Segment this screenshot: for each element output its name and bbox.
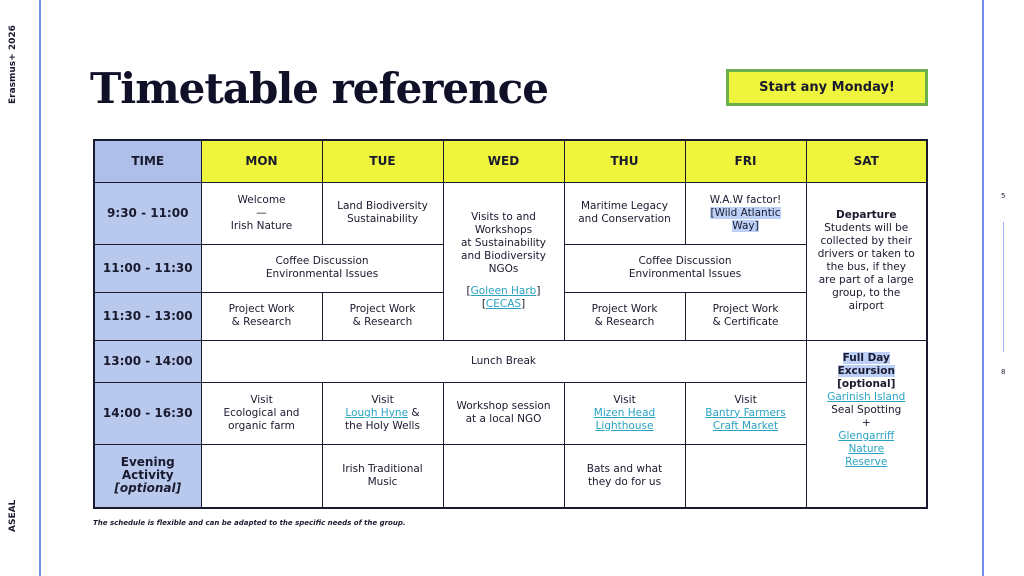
cell-line: airport bbox=[848, 300, 884, 312]
cell-line: + bbox=[861, 417, 871, 430]
cell-line: they do for us bbox=[587, 475, 662, 488]
cell-line: are part of a large bbox=[818, 274, 914, 286]
cell-line: Welcome bbox=[237, 193, 286, 206]
cell-line bbox=[690, 407, 802, 420]
thu-maritime-cell bbox=[564, 182, 685, 244]
cell-line: Music bbox=[367, 475, 398, 488]
empty-cell bbox=[201, 444, 322, 508]
cell-line bbox=[569, 420, 681, 433]
table-row bbox=[94, 182, 927, 244]
cell-line bbox=[811, 430, 923, 443]
sat-departure-cell bbox=[806, 182, 927, 340]
empty-cell bbox=[685, 444, 806, 508]
cell-line: Irish Traditional bbox=[342, 462, 423, 475]
slide-scroll-bar bbox=[1003, 222, 1004, 352]
cell-line: Seal Spotting bbox=[831, 404, 902, 417]
cell-line: & Research bbox=[231, 316, 292, 328]
cell-line bbox=[811, 456, 923, 469]
project-work-cell bbox=[685, 292, 806, 340]
cell-line bbox=[690, 207, 802, 220]
glengarriff-link[interactable]: Reserve bbox=[845, 456, 888, 469]
cell-line bbox=[811, 352, 923, 365]
page-title: Timetable reference bbox=[90, 64, 548, 113]
cell-line: collected by their bbox=[820, 235, 913, 247]
cell-line: and Biodiversity bbox=[461, 250, 546, 262]
cell-line: at Sustainability bbox=[461, 237, 546, 249]
highlighted-text: [Wild Atlantic bbox=[710, 206, 781, 219]
ampersand: & bbox=[411, 406, 420, 419]
cell-line: Visits to and bbox=[471, 211, 536, 223]
header-tue: TUE bbox=[322, 140, 443, 182]
header-thu: THU bbox=[564, 140, 685, 182]
slide-marker-top: 5 bbox=[1001, 192, 1006, 200]
header-time: TIME bbox=[94, 140, 201, 182]
cell-line: Visit bbox=[734, 393, 757, 406]
cell-line bbox=[690, 220, 802, 233]
time-slot: 9:30 - 11:00 bbox=[94, 182, 201, 244]
optional-label: [optional] bbox=[837, 378, 896, 391]
cell-line: Evening bbox=[120, 455, 175, 470]
time-slot-evening bbox=[94, 444, 201, 508]
mizen-head-link[interactable]: Lighthouse bbox=[595, 419, 654, 432]
cell-line: Visit bbox=[250, 393, 273, 406]
cell-line: [optional] bbox=[114, 481, 182, 496]
fri-waw-cell bbox=[685, 182, 806, 244]
cell-line: Ecological and bbox=[223, 406, 300, 419]
cell-line: Visit bbox=[613, 393, 636, 406]
left-border-line bbox=[39, 0, 41, 576]
thu-visit-cell bbox=[564, 382, 685, 444]
cell-line: organic farm bbox=[228, 419, 295, 432]
tue-visit-cell bbox=[322, 382, 443, 444]
side-label-top: Erasmus+ 2026 bbox=[8, 25, 18, 104]
cell-line: the Holy Wells bbox=[345, 419, 420, 432]
cell-line: Activity bbox=[121, 468, 174, 483]
table-row bbox=[94, 340, 927, 382]
sat-excursion-cell bbox=[806, 340, 927, 508]
cell-line: Project Work bbox=[712, 303, 779, 315]
coffee-discussion-cell bbox=[564, 244, 806, 292]
cell-line: Students will be bbox=[824, 222, 909, 234]
cell-line bbox=[327, 407, 439, 420]
mon-welcome-cell bbox=[201, 182, 322, 244]
cell-line bbox=[811, 365, 923, 378]
time-slot: 11:30 - 13:00 bbox=[94, 292, 201, 340]
side-label-bottom: ASEAL bbox=[8, 499, 18, 532]
cell-line: at a local NGO bbox=[465, 413, 542, 425]
wed-ngo-visits-cell bbox=[443, 182, 564, 340]
start-any-monday-button[interactable]: Start any Monday! bbox=[726, 69, 928, 106]
cell-line: & Certificate bbox=[712, 316, 779, 328]
cell-line: the bus, if they bbox=[826, 261, 906, 273]
tue-biodiversity-cell bbox=[322, 182, 443, 244]
tue-evening-cell bbox=[322, 444, 443, 508]
lough-hyne-link[interactable]: Lough Hyne bbox=[345, 406, 409, 419]
departure-heading: Departure bbox=[836, 209, 897, 221]
mon-visit-cell bbox=[201, 382, 322, 444]
slide-marker-bottom: 8 bbox=[1001, 368, 1006, 376]
footnote: The schedule is flexible and can be adapted to the specific needs of the group. bbox=[93, 519, 406, 527]
bantry-market-link[interactable]: Bantry Farmers bbox=[705, 406, 786, 419]
cell-line: [CECAS] bbox=[481, 298, 526, 310]
cell-line: Workshops bbox=[474, 224, 533, 236]
project-work-cell bbox=[322, 292, 443, 340]
lunch-break-cell: Lunch Break bbox=[201, 340, 806, 382]
empty-cell bbox=[443, 444, 564, 508]
cell-line: Coffee Discussion bbox=[638, 255, 732, 267]
cell-line: Visit bbox=[371, 393, 394, 406]
time-slot: 11:00 - 11:30 bbox=[94, 244, 201, 292]
header-sat: SAT bbox=[806, 140, 927, 182]
wed-workshop-cell bbox=[443, 382, 564, 444]
cell-line: Sustainability bbox=[346, 213, 419, 225]
cell-line bbox=[811, 443, 923, 456]
header-wed: WED bbox=[443, 140, 564, 182]
cell-line: Maritime Legacy bbox=[581, 200, 668, 212]
cell-line bbox=[690, 420, 802, 433]
bantry-market-link[interactable]: Craft Market bbox=[712, 419, 779, 432]
cell-line: Land Biodiversity bbox=[337, 200, 428, 212]
mizen-head-link[interactable]: Mizen Head bbox=[593, 406, 656, 419]
cecas-link[interactable]: CECAS bbox=[485, 298, 522, 310]
cell-line: group, to the bbox=[832, 287, 901, 299]
cell-line: Workshop session bbox=[456, 400, 551, 412]
excursion-heading: Full Day bbox=[842, 352, 890, 365]
coffee-discussion-cell bbox=[201, 244, 443, 292]
cell-line: Project Work bbox=[349, 303, 416, 315]
thu-evening-cell bbox=[564, 444, 685, 508]
table-row bbox=[94, 382, 927, 444]
cell-line: — bbox=[256, 206, 267, 219]
cell-line: and Conservation bbox=[578, 213, 671, 225]
excursion-heading: Excursion bbox=[837, 365, 895, 378]
header-row bbox=[94, 140, 927, 182]
spacer bbox=[811, 469, 923, 495]
cell-line: Bats and what bbox=[586, 462, 663, 475]
cell-line: & Research bbox=[352, 316, 413, 328]
fri-visit-cell bbox=[685, 382, 806, 444]
time-slot: 13:00 - 14:00 bbox=[94, 340, 201, 382]
cell-line: NGOs bbox=[488, 263, 519, 275]
cell-line: Irish Nature bbox=[230, 219, 293, 232]
cell-line: Project Work bbox=[228, 303, 295, 315]
spacer bbox=[448, 276, 560, 285]
garinish-island-link[interactable]: Garinish Island bbox=[827, 391, 906, 404]
cell-line: Coffee Discussion bbox=[275, 255, 369, 267]
timetable bbox=[93, 139, 928, 509]
cell-line: Project Work bbox=[591, 303, 658, 315]
cell-line bbox=[811, 391, 923, 404]
cell-line: [Goleen Harb] bbox=[466, 285, 541, 297]
glengarriff-link[interactable]: Glengarriff bbox=[838, 430, 895, 443]
header-mon: MON bbox=[201, 140, 322, 182]
highlighted-text: Way] bbox=[732, 219, 759, 232]
glengarriff-link[interactable]: Nature bbox=[848, 443, 885, 456]
time-slot: 14:00 - 16:30 bbox=[94, 382, 201, 444]
right-border-line bbox=[982, 0, 984, 576]
cell-line: drivers or taken to bbox=[817, 248, 915, 260]
cell-line: Environmental Issues bbox=[265, 268, 379, 280]
project-work-cell bbox=[564, 292, 685, 340]
cell-line: & Research bbox=[594, 316, 655, 328]
project-work-cell bbox=[201, 292, 322, 340]
table-row bbox=[94, 444, 927, 508]
cell-line bbox=[569, 407, 681, 420]
cell-line: Environmental Issues bbox=[628, 268, 742, 280]
header-fri: FRI bbox=[685, 140, 806, 182]
cell-line: W.A.W factor! bbox=[709, 193, 782, 206]
goleen-harb-link[interactable]: Goleen Harb bbox=[470, 285, 537, 297]
